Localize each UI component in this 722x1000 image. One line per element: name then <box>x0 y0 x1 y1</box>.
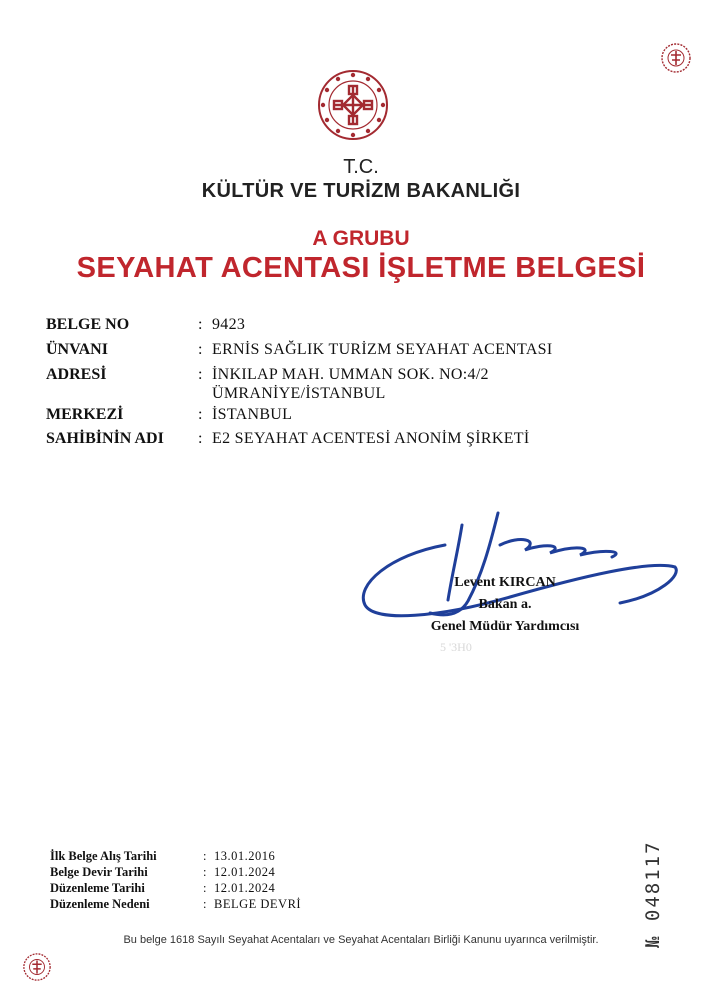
bottom-label-duzenleme-tarihi: Düzenleme Tarihi <box>50 881 145 895</box>
field-label-belge-no: BELGE NO <box>46 316 130 333</box>
field-colon: : <box>198 366 203 383</box>
field-value-adresi-line2: ÜMRANİYE/İSTANBUL <box>212 385 386 402</box>
bottom-label-duzenleme-nedeni: Düzenleme Nedeni <box>50 897 150 911</box>
bottom-colon: : <box>203 881 207 895</box>
field-label-merkezi: MERKEZİ <box>46 406 124 423</box>
bottom-colon: : <box>203 897 207 911</box>
field-colon: : <box>198 430 203 447</box>
bottom-value-belge-devir: 12.01.2024 <box>214 865 276 879</box>
document-title: SEYAHAT ACENTASI İŞLETME BELGESİ <box>76 252 646 284</box>
bottom-colon: : <box>203 865 207 879</box>
serial-number: № 048117 <box>642 840 664 948</box>
field-value-sahibinin-adi: E2 SEYAHAT ACENTESİ ANONİM ŞİRKETİ <box>212 430 530 447</box>
bottom-value-duzenleme-nedeni: BELGE DEVRİ <box>214 897 302 911</box>
bottom-label-ilk-belge: İlk Belge Alış Tarihi <box>50 849 157 863</box>
field-value-belge-no: 9423 <box>212 316 246 333</box>
field-colon: : <box>198 316 203 333</box>
field-value-unvani: ERNİS SAĞLIK TURİZM SEYAHAT ACENTASI <box>212 341 553 358</box>
ministry-name: KÜLTÜR VE TURİZM BAKANLIĞI <box>201 180 521 202</box>
field-label-sahibinin-adi: SAHİBİNİN ADI <box>46 430 164 447</box>
legal-footnote: Bu belge 1618 Sayılı Seyahat Acentaları ve Seyahat Acentaları Birliği Kanunu uyarınca verilmiştir. <box>123 934 599 946</box>
field-colon: : <box>198 341 203 358</box>
signatory-position: Genel Müdür Yardımcısı <box>430 619 580 634</box>
bottom-value-duzenleme-tarihi: 12.01.2024 <box>214 881 276 895</box>
bottom-label-belge-devir: Belge Devir Tarihi <box>50 865 148 879</box>
bottom-colon: : <box>203 849 207 863</box>
field-label-unvani: ÜNVANI <box>46 341 108 358</box>
field-label-adresi: ADRESİ <box>46 366 107 383</box>
ministry-seal-icon <box>660 42 692 74</box>
country-label: T.C. <box>343 156 379 178</box>
license-group: A GRUBU <box>312 227 410 250</box>
ministry-seal-icon <box>22 952 52 982</box>
field-value-merkezi: İSTANBUL <box>212 406 293 423</box>
faint-stamp-text: 5 '3H0 <box>440 640 472 654</box>
ministry-emblem-icon <box>316 68 390 142</box>
field-colon: : <box>198 406 203 423</box>
signatory-title-line: Bakan a. <box>478 597 532 612</box>
bottom-value-ilk-belge: 13.01.2016 <box>214 849 276 863</box>
field-value-adresi-line1: İNKILAP MAH. UMMAN SOK. NO:4/2 <box>212 366 489 383</box>
signatory-name: Levent KIRCAN <box>454 575 556 590</box>
